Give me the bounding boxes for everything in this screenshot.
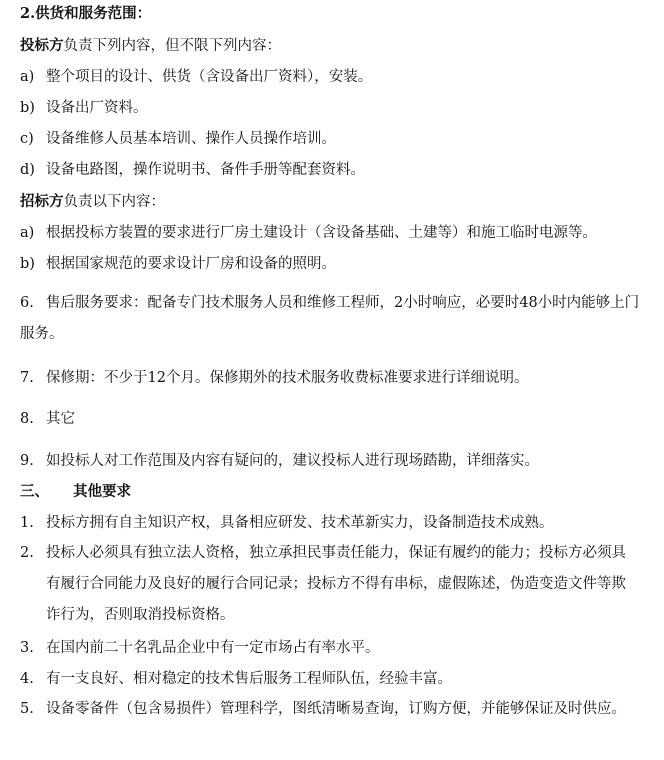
bidder-item-b bbox=[20, 98, 148, 118]
list-item-text: 设备维修人员基本培训、操作人员操作培训。 bbox=[46, 131, 336, 147]
tenderer-lead-rest: 负责以下内容： bbox=[63, 194, 165, 210]
list-item-text: 根据国家规范的要求设计厂房和设备的照明。 bbox=[46, 256, 336, 272]
list-marker: 4. bbox=[20, 671, 34, 687]
bidder-item-d bbox=[20, 160, 365, 180]
list-item-text: 设备出厂资料。 bbox=[46, 100, 148, 116]
section-title: 其他要求 bbox=[73, 483, 131, 500]
list-item-text: 其它 bbox=[46, 411, 75, 427]
other-item-3 bbox=[20, 638, 380, 658]
list-item-text: 投标方拥有自主知识产权，具备相应研发、技术革新实力，设备制造技术成熟。 bbox=[46, 515, 554, 531]
list-marker: b) bbox=[20, 100, 35, 116]
list-item-text: 根据投标方装置的要求进行厂房土建设计（含设备基础、土建等）和施工临时电源等。 bbox=[46, 225, 597, 241]
bidder-lead-bold: 投标方 bbox=[20, 37, 64, 54]
list-marker: c) bbox=[20, 131, 34, 147]
other-item-5 bbox=[20, 694, 640, 725]
tenderer-item-a bbox=[20, 223, 597, 243]
list-marker: a) bbox=[20, 225, 35, 241]
list-item-text: 如投标人对工作范围及内容有疑问的，建议投标人进行现场踏勘，详细落实。 bbox=[46, 453, 539, 469]
tenderer-lead bbox=[20, 192, 165, 212]
numbered-item-7 bbox=[20, 368, 528, 388]
list-item-text: 设备零备件（包含易损件）管理科学，图纸清晰易查询，订购方便，并能够保证及时供应。 bbox=[46, 701, 626, 717]
list-marker: 3. bbox=[20, 640, 34, 656]
list-marker: 9. bbox=[20, 453, 34, 469]
list-marker: d) bbox=[20, 162, 35, 178]
numbered-item-9 bbox=[20, 451, 539, 471]
list-item-text: 售后服务要求：配备专门技术服务人员和维修工程师，2小时响应，必要时48小时内能够上门服务。 bbox=[20, 295, 640, 342]
section-heading bbox=[20, 482, 131, 502]
bidder-item-a bbox=[20, 67, 372, 87]
list-item-text: 保修期：不少于12个月。保修期外的技术服务收费标准要求进行详细说明。 bbox=[46, 370, 529, 386]
heading-supply-scope: 2.供货和服务范围： bbox=[20, 5, 152, 22]
list-marker: 5. bbox=[20, 701, 34, 717]
list-item-text: 在国内前二十名乳品企业中有一定市场占有率水平。 bbox=[46, 640, 380, 656]
list-marker: 6. bbox=[20, 295, 34, 311]
list-item-text: 整个项目的设计、供货（含设备出厂资料），安装。 bbox=[46, 69, 373, 85]
list-item-text: 设备电路图，操作说明书、备件手册等配套资料。 bbox=[46, 162, 365, 178]
other-item-4 bbox=[20, 669, 452, 689]
tenderer-item-b bbox=[20, 254, 336, 274]
list-marker: b) bbox=[20, 256, 35, 272]
tenderer-lead-bold: 招标方 bbox=[20, 193, 64, 210]
bidder-item-c bbox=[20, 129, 336, 149]
bidder-lead-rest: 负责下列内容，但不限下列内容： bbox=[63, 38, 281, 54]
list-marker: 2. bbox=[20, 545, 34, 561]
list-item-text: 有一支良好、相对稳定的技术售后服务工程师队伍，经验丰富。 bbox=[46, 671, 452, 687]
bidder-lead bbox=[20, 36, 281, 56]
other-item-2 bbox=[20, 538, 640, 631]
list-marker: 8. bbox=[20, 411, 34, 427]
numbered-item-6 bbox=[20, 288, 640, 350]
list-marker: 1. bbox=[20, 515, 34, 531]
section-number: 三、 bbox=[20, 483, 49, 500]
numbered-item-8 bbox=[20, 409, 75, 429]
list-marker: a) bbox=[20, 69, 35, 85]
list-marker: 7. bbox=[20, 370, 34, 386]
list-item-text: 投标人必须具有独立法人资格，独立承担民事责任能力，保证有履约的能力；投标方必须具有履行合同能力及良好的履行合同记录；投标方不得有串标，虚假陈述，伪造变造文件等欺诈行为，否则取消投标资格。 bbox=[46, 545, 626, 623]
other-item-1 bbox=[20, 513, 554, 533]
